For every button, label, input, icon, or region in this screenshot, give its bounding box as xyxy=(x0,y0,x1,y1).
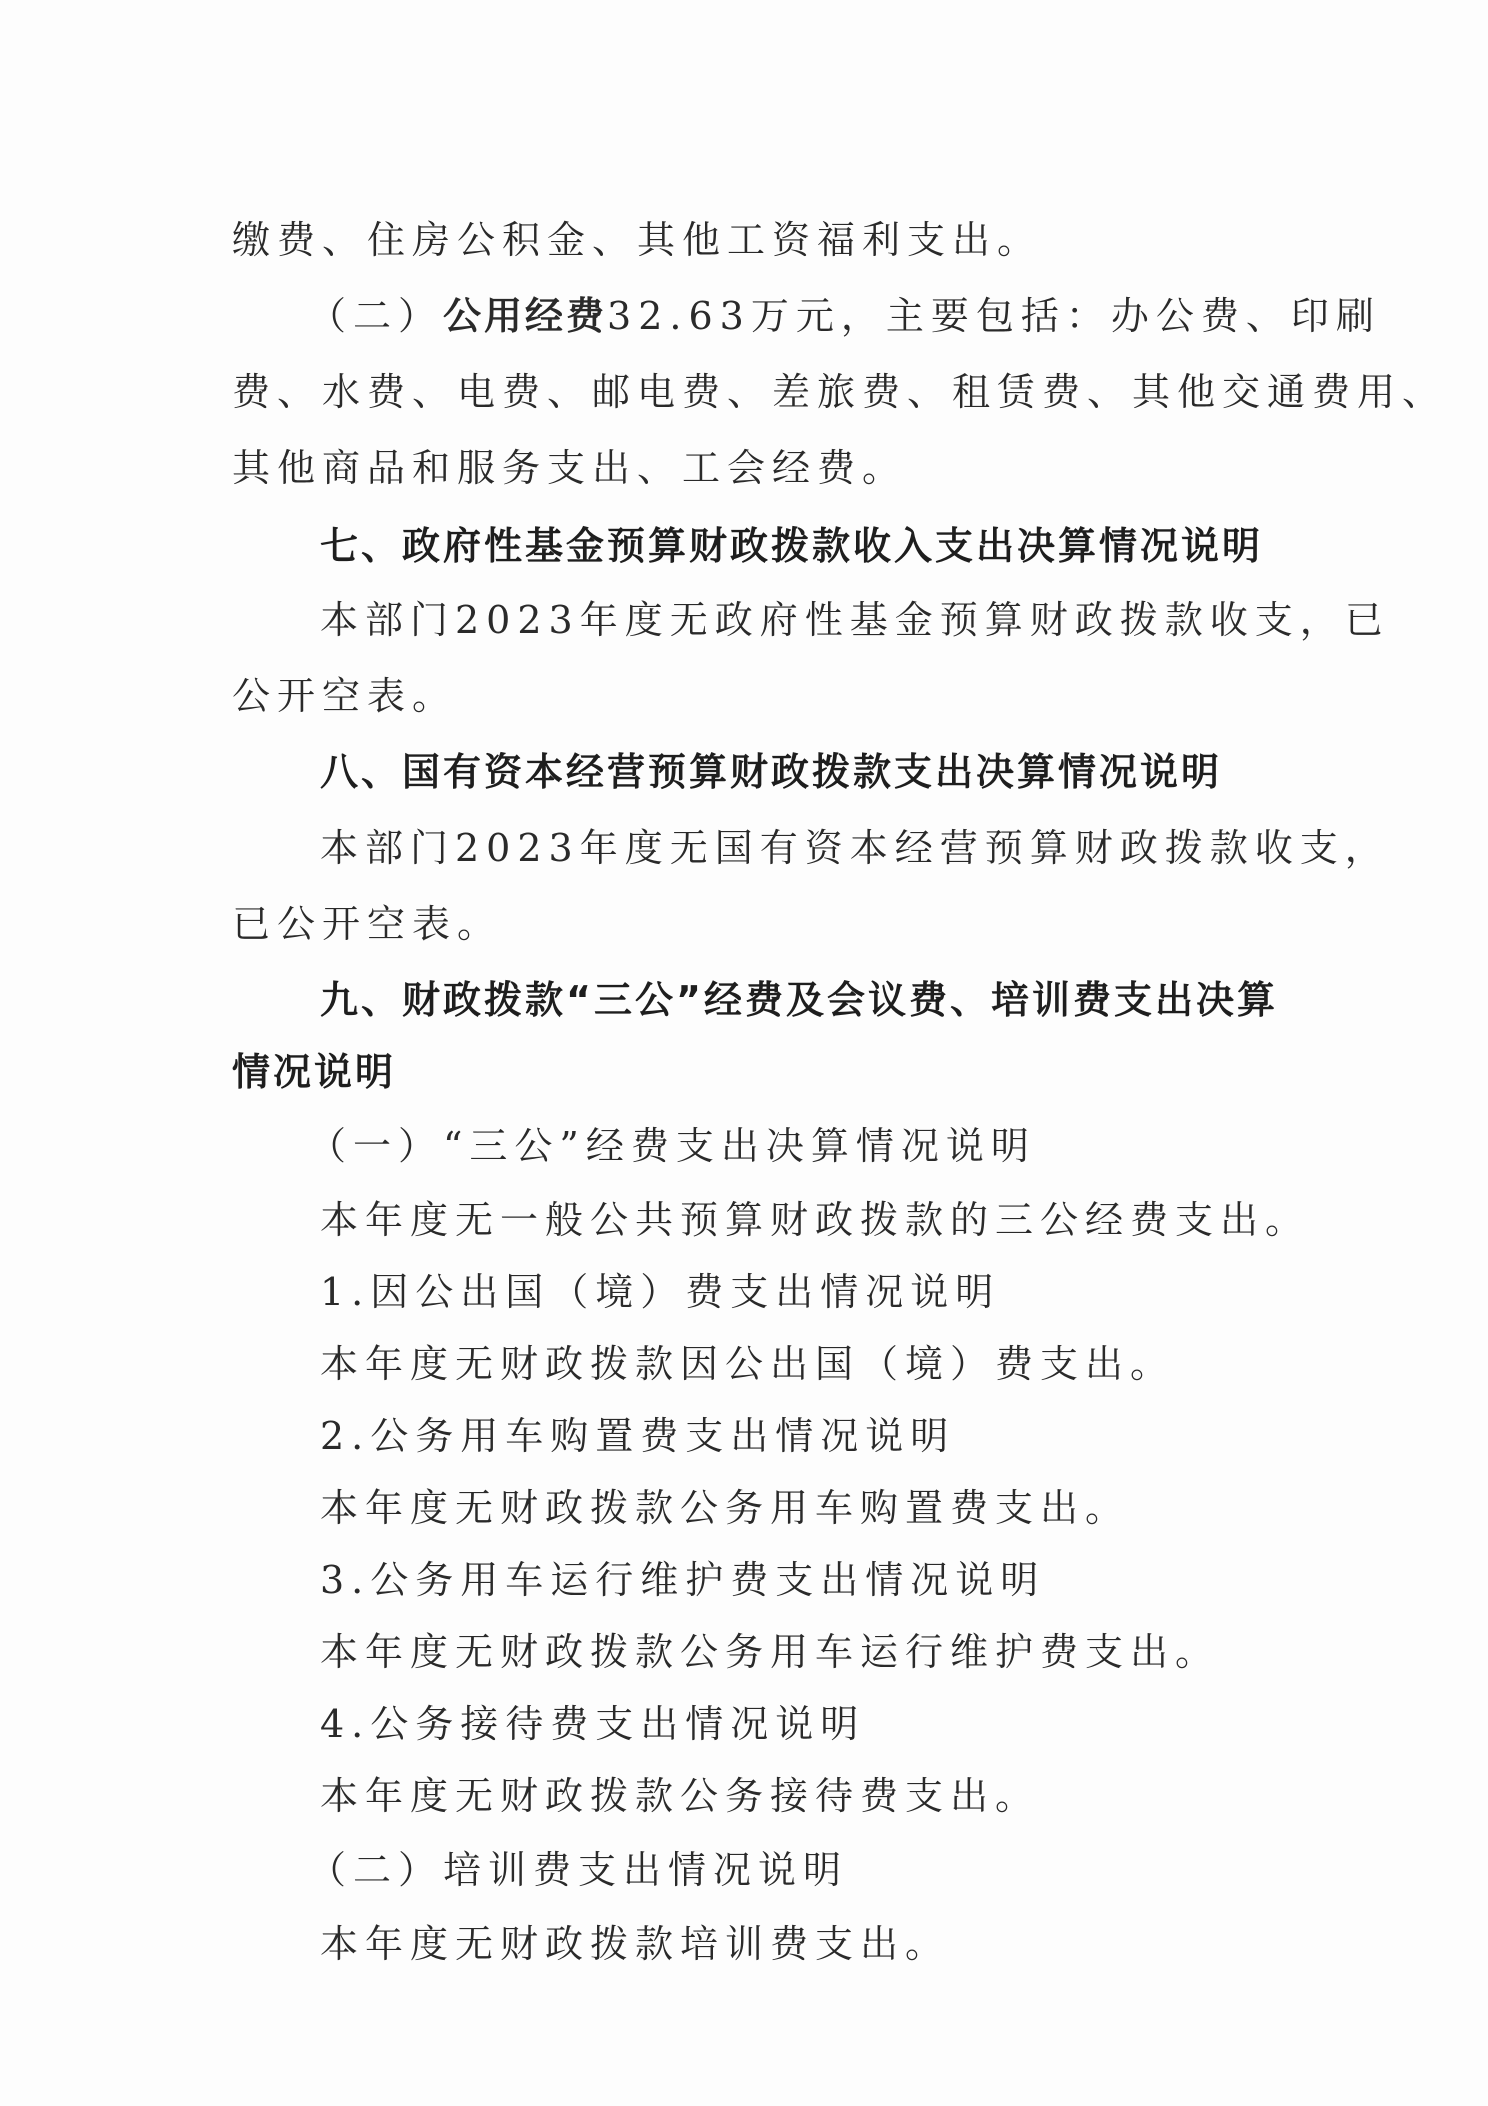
body-text-line: 费、水费、电费、邮电费、差旅费、租赁费、其他交通费用、 xyxy=(232,370,1448,414)
subsection-heading: （二）培训费支出情况说明 xyxy=(308,1848,849,1892)
section-heading-8: 八、国有资本经营预算财政拨款支出决算情况说明 xyxy=(320,750,1223,794)
body-text-line: 已公开空表。 xyxy=(232,902,503,946)
body-text-line: 本年度无财政拨款培训费支出。 xyxy=(320,1922,951,1966)
body-text-line xyxy=(308,292,1381,340)
subsection-heading: （一）“三公”经费支出决算情况说明 xyxy=(308,1124,1036,1168)
body-text-line: 本部门2023年度无政府性基金预算财政拨款收支，已 xyxy=(320,598,1390,642)
body-text-line: 本年度无财政拨款因公出国（境）费支出。 xyxy=(320,1342,1176,1386)
body-text-line: 其他商品和服务支出、工会经费。 xyxy=(232,446,908,490)
numbered-item-heading: 4.公务接待费支出情况说明 xyxy=(320,1702,866,1746)
item-number: （二） xyxy=(308,294,444,338)
section-heading-7: 七、政府性基金预算财政拨款收入支出决算情况说明 xyxy=(320,524,1264,568)
body-text-line: 公开空表。 xyxy=(232,674,458,718)
emphasis-term: 公用经费 xyxy=(443,294,608,338)
body-text-line: 本年度无财政拨款公务接待费支出。 xyxy=(320,1774,1041,1818)
body-text-line: 本年度无财政拨款公务用车购置费支出。 xyxy=(320,1486,1131,1530)
numbered-item-heading: 2.公务用车购置费支出情况说明 xyxy=(320,1414,956,1458)
section-heading-9: 九、财政拨款“三公”经费及会议费、培训费支出决算 xyxy=(320,978,1278,1022)
body-text-line: 缴费、住房公积金、其他工资福利支出。 xyxy=(232,218,1043,262)
body-text-line: 本年度无一般公共预算财政拨款的三公经费支出。 xyxy=(320,1198,1311,1242)
body-text-run: 32.63万元，主要包括：办公费、印刷 xyxy=(607,294,1381,338)
body-text-line: 本年度无财政拨款公务用车运行维护费支出。 xyxy=(320,1630,1221,1674)
numbered-item-heading: 3.公务用车运行维护费支出情况说明 xyxy=(320,1558,1046,1602)
section-heading-9-continued: 情况说明 xyxy=(232,1050,397,1094)
body-text-line: 本部门2023年度无国有资本经营预算财政拨款收支， xyxy=(320,826,1390,870)
numbered-item-heading: 1.因公出国（境）费支出情况说明 xyxy=(320,1270,1001,1314)
